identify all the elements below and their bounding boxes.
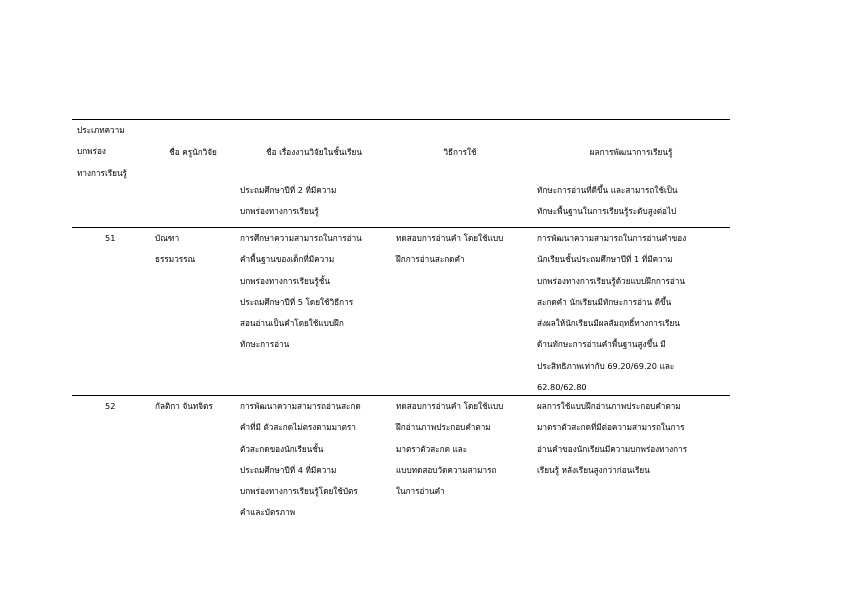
cell-researcher bbox=[155, 396, 213, 417]
cell-line: การพัฒนาความสามารถอ่านสะกด bbox=[240, 401, 361, 411]
cell-line: คำและบัตรภาพ bbox=[240, 507, 296, 518]
header-line: บกพร่อง bbox=[77, 146, 106, 157]
cell-line: ทักษะการอ่านที่ดีขึ้น และสามารถใช้เป็น bbox=[537, 185, 678, 195]
cell-title bbox=[240, 396, 361, 524]
cell-line: ทดสอบการอ่านคำ โดยใช้แบบ bbox=[396, 401, 504, 411]
header-col-method: วิธีการใช้ bbox=[443, 147, 477, 157]
cell-line: เรียนรู้ หลังเรียนสูงกว่าก่อนเรียน bbox=[537, 464, 650, 475]
cell-line: ตัวสะกดของนักเรียนชั้น bbox=[240, 443, 324, 454]
header-line: ประเภทความ bbox=[77, 125, 125, 135]
cell-line: บัณฑา bbox=[155, 233, 180, 243]
cell-line: ทักษะการอ่าน bbox=[240, 339, 290, 350]
cell-line: ผลการใช้แบบฝึกอ่านภาพประกอบคำตาม bbox=[537, 401, 681, 411]
cell-line: การศึกษาความสามารถในการอ่าน bbox=[240, 233, 362, 243]
cell-result bbox=[537, 396, 687, 481]
cell-line: ประถมศึกษาปีที่ 4 ที่มีความ bbox=[240, 464, 337, 475]
header-col-researcher: ชื่อ ครูนักวิจัย bbox=[169, 147, 217, 157]
cell-line: มาตราตัวสะกด และ bbox=[396, 443, 468, 454]
header-line: ทางการเรียนรู้ bbox=[77, 167, 127, 178]
cell-line: 62.80/62.80 bbox=[537, 382, 587, 393]
cell-result bbox=[537, 180, 678, 223]
cell-line: บกพร่องทางการเรียนรู้ชั้น bbox=[240, 275, 330, 286]
cell-line: ด้านทักษะการอ่านคำพื้นฐานสูงขึ้น มี bbox=[537, 339, 666, 350]
cell-line: คำที่มี ตัวสะกดไม่ตรงตามมาตรา bbox=[240, 422, 356, 433]
cell-title bbox=[240, 228, 362, 356]
cell-researcher bbox=[155, 228, 195, 271]
cell-line: การพัฒนาความสามารถในการอ่านคำของ bbox=[537, 233, 687, 243]
cell-line: กัลติกา จันทจิตร bbox=[155, 401, 213, 411]
cell-line: ส่งผลให้นักเรียนมีผลสัมฤทธิ์ทางการเรียน bbox=[537, 318, 680, 329]
cell-line: คำพื้นฐานของเด็กที่มีความ bbox=[240, 254, 335, 265]
cell-number: 52 bbox=[105, 401, 116, 411]
cell-method bbox=[396, 396, 503, 502]
cell-line: มาตราตัวสะกดที่มีต่อความสามารถในการ bbox=[537, 422, 685, 433]
cell-method bbox=[396, 228, 503, 271]
cell-number: 51 bbox=[105, 233, 116, 243]
header-col-result: ผลการพัฒนาการเรียนรู้ bbox=[589, 147, 673, 157]
cell-line: สอนอ่านเป็นคำโดยใช้แบบฝึก bbox=[240, 318, 344, 329]
cell-line: ธรรมวรรณ bbox=[155, 254, 196, 265]
header-col-category bbox=[77, 120, 127, 184]
cell-line: นักเรียนชั้นประถมศึกษาปีที่ 1 ที่มีความ bbox=[537, 254, 673, 265]
cell-line: ทักษะพื้นฐานในการเรียนรู้ระดับสูงต่อไป bbox=[537, 206, 677, 217]
cell-line: บกพร่องทางการเรียนรู้โดยใช้บัตร bbox=[240, 486, 358, 497]
cell-line: ประถมศึกษาปีที่ 2 ที่มีความ bbox=[240, 185, 337, 195]
cell-line: ประถมศึกษาปีที่ 5 โดยใช้วิธีการ bbox=[240, 296, 354, 307]
cell-result bbox=[537, 228, 686, 398]
cell-line: ทดสอบการอ่านคำ โดยใช้แบบ bbox=[396, 233, 504, 243]
cell-line: สะกดคำ นักเรียนมีทักษะการอ่าน ดีขึ้น bbox=[537, 296, 672, 307]
cell-line: ฝึกการอ่านสะกดคำ bbox=[396, 254, 465, 265]
cell-title bbox=[240, 180, 336, 223]
header-col-title: ชื่อ เรื่องงานวิจัยในชั้นเรียน bbox=[266, 147, 362, 157]
cell-line: บกพร่องทางการเรียนรู้ด้วยแบบฝึกการอ่าน bbox=[537, 275, 685, 286]
cell-line: ฝึกอ่านภาพประกอบคำตาม bbox=[396, 422, 491, 433]
cell-line: อ่านคำของนักเรียนมีความบกพร่องทางการ bbox=[537, 443, 688, 454]
cell-line: แบบทดสอบวัดความสามารถ bbox=[396, 464, 497, 475]
cell-line: ในการอ่านคำ bbox=[396, 486, 445, 497]
cell-line: ประสิทธิภาพเท่ากับ 69.20/69.20 และ bbox=[537, 360, 675, 371]
table-top-rule bbox=[72, 119, 730, 120]
cell-line: บกพร่องทางการเรียนรู้ bbox=[240, 206, 319, 217]
